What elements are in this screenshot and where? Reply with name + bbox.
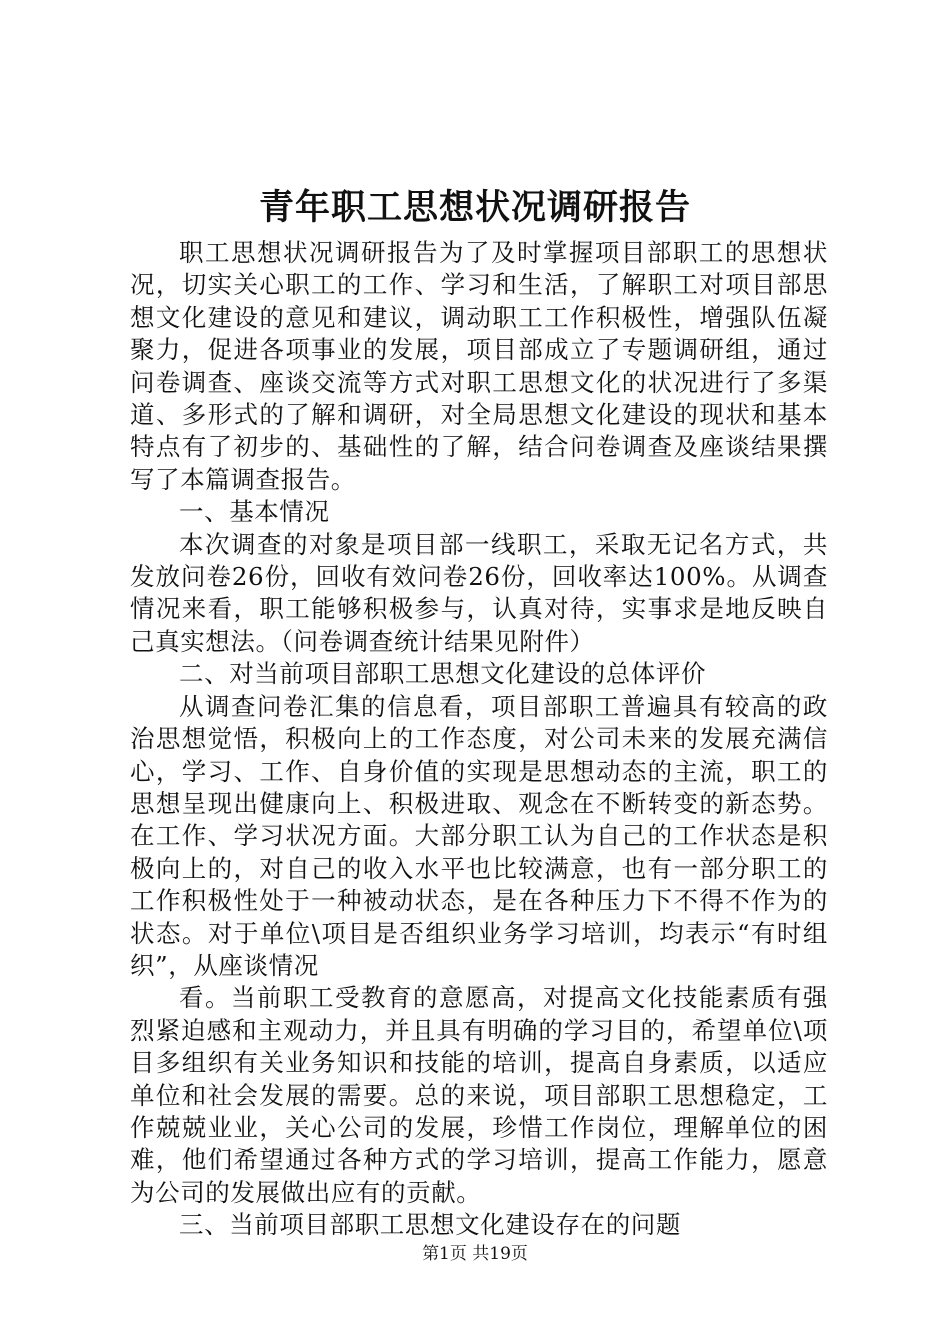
document-title: 青年职工思想状况调研报告 [258, 187, 691, 228]
overall-evaluation-continued-paragraph: 看。当前职工受教育的意愿高，对提高文化技能素质有强烈紧迫感和主观动力，并且具有明确的学习目的，希望单位\项目多组织有关业务知识和技能的培训，提高自身素质，以适应单位和社会发展的需要。总的来说，项目部职工思想稳定，工作兢兢业业，关心公司的发展，珍惜工作岗位，理解单位的困难，他们希望通过各种方式的学习培训，提高工作能力，愿意为公司的发展做出应有的贡献。 [130, 983, 828, 1207]
intro-paragraph: 职工思想状况调研报告为了及时掌握项目部职工的思想状况，切实关心职工的工作、学习和生活，了解职工对项目部思想文化建设的意见和建议，调动职工工作积极性，增强队伍凝聚力，促进各项事业的发展，项目部成立了专题调研组，通过问卷调查、座谈交流等方式对职工思想文化的状况进行了多渠道、多形式的了解和调研，对全局思想文化建设的现状和基本特点有了初步的、基础性的了解，结合问卷调查及座谈结果撰写了本篇调查报告。 [130, 238, 828, 494]
section-heading-existing-problems: 三、当前项目部职工思想文化建设存在的问题 [179, 1210, 681, 1240]
overall-evaluation-paragraph: 从调查问卷汇集的信息看，项目部职工普遍具有较高的政治思想觉悟，积极向上的工作态度，对公司未来的发展充满信心，学习、工作、自身价值的实现是思想动态的主流，职工的思想呈现出健康向上、积极进取、观念在不断转变的新态势。在工作、学习状况方面。大部分职工认为自己的工作状态是积极向上的，对自己的收入水平也比较满意，也有一部分职工的工作积极性处于一种被动状态，是在各种压力下不得不作为的状态。对于单位\项目是否组织业务学习培训，均表示“有时组织”，从座谈情况 [130, 691, 828, 980]
page-footer: 第1页 共19页 [422, 1244, 528, 1264]
section-heading-overall-evaluation: 二、对当前项目部职工思想文化建设的总体评价 [179, 659, 707, 689]
basic-situation-paragraph: 本次调查的对象是项目部一线职工，采取无记名方式，共发放问卷26份，回收有效问卷26份，回收率达100%。从调查情况来看，职工能够积极参与，认真对待，实事求是地反映自己真实想法。（问卷调查统计结果见附件） [130, 529, 828, 656]
section-heading-basic-situation: 一、基本情况 [179, 497, 330, 527]
document-body [130, 237, 828, 1242]
